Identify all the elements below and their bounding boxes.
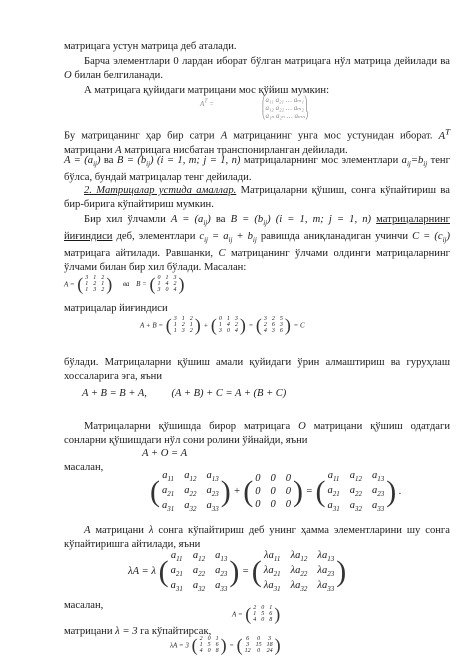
matrix-cell: 2 xyxy=(263,322,267,328)
example-zero-add: ( $a_{11}$ $a_{12}$ $a_{13}$ $a_{21}$ $a_{22}$ $a_{23}$ $a_{31}$ $a_{32}$ $a_{33}$ ) + ( 0 0 0 0 0 0 0 0 0 ) = ( $a_{11}$ $a_{12}$ $a_{13}$ $a_{21}$ $a_{22}$ $a_{23}$ $a_{31}$ $a_{32}$ $a_{33}$ ) . xyxy=(150,470,402,514)
matrix-cell: $a_{13}$ xyxy=(371,470,385,484)
matrix-zero: ( 0 0 0 0 0 0 0 0 0 ) xyxy=(243,473,303,511)
matrix-cell: $\lambda a_{23}$ xyxy=(317,565,335,579)
symbol-A-2: A xyxy=(115,144,122,156)
matrix-cell: 0 xyxy=(257,636,261,642)
symbol-O: O xyxy=(64,70,72,81)
matrix-cell: 0 xyxy=(285,473,291,485)
text-transposed-2: матрицага нисбатан транспонирланган дейилади. xyxy=(124,144,348,156)
matrix-cell: $a_{23}$ xyxy=(371,485,385,499)
matrix-cell: 3 xyxy=(157,287,161,293)
matrix-exL3: ( 6 0 3 3 15 18 12 0 24 ) xyxy=(236,635,281,655)
matrix-cell: $a_{32}$ xyxy=(349,500,362,514)
matrix-lambda-a: ( $\lambda a_{11}$ $\lambda a_{12}$ $\lambda a_{13}$ $\lambda a_{21}$ $\lambda a_{22}$ $\lambda a_{23}$ $\lambda a_{31}$ $\lambda a_{32}$ $\lambda a_{33}$ ) xyxy=(251,550,347,594)
matrix-cell: 5 xyxy=(207,642,211,648)
matrix-sum-A: ( 3 1 2 1 2 1 1 3 2 ) xyxy=(165,315,201,335)
matrix-cell: $a_{22}$ xyxy=(184,485,197,499)
text-zero-add-2: матрицани қўшиш одатдаги сонларни қўшишдаги нўл сони ролини ўйнайди, яъни xyxy=(64,421,450,446)
matrix-cell: 1 xyxy=(199,642,203,648)
matrix-cell: $a_{11}$ xyxy=(170,550,183,564)
matrix-cell: $a_{13}$ xyxy=(206,470,219,484)
matrix-cell: 0 xyxy=(165,287,169,293)
label-sum-C: = C xyxy=(293,321,305,330)
text-same-size: Бир хил ўлчамли xyxy=(84,214,166,225)
matrix-cell: 1 xyxy=(253,611,257,617)
matrix-cell: 2 xyxy=(189,328,193,334)
prop-commutative: A + B = B + A, xyxy=(82,388,147,399)
matrix-cell: $a_{33}$ xyxy=(206,500,219,514)
text-operations: Матрицаларни қўшиш, сонга кўпайтириш ва бир-бирига кўпайтириш мумкин. xyxy=(64,185,450,210)
matrix-cell: 3 xyxy=(173,316,177,322)
example-L3: λA = 3 ( 2 0 1 1 5 6 4 0 8 ) = ( 6 0 3 3 15 18 12 0 24 ) xyxy=(170,635,281,655)
matrix-cell: $a_{23}$ xyxy=(215,565,228,579)
label-lambda-A: λA = λ xyxy=(128,566,156,578)
matrix-cell: 0 xyxy=(285,486,291,498)
matrix-cell: 4 xyxy=(263,328,267,334)
matrix-cell: 0 xyxy=(207,636,211,642)
matrix-cell: 2 xyxy=(181,322,185,328)
symbol-O-2: O xyxy=(298,421,306,432)
formula-B-bij: $B = (b_{ij})$ xyxy=(116,155,154,169)
matrix-cell: 12 xyxy=(244,648,251,654)
matrix-cell: 3 xyxy=(85,275,89,281)
matrix-cell: 5 xyxy=(279,316,283,322)
matrix-cell: 1 xyxy=(85,281,89,287)
matrix-cell: 0 xyxy=(270,499,276,511)
matrix-cell: 2 xyxy=(234,322,238,328)
matrix-cell: 3 xyxy=(173,275,177,281)
text-zero-add: Матрицаларни қўшишда бирор матрицага xyxy=(84,421,291,432)
matrix-cell: 3 xyxy=(181,328,185,334)
matrix-cell: 1 xyxy=(85,287,89,293)
matrix-cell: 1 xyxy=(215,636,219,642)
paragraph-properties: бўлади. Матрицаларни қўшиш амали қуйидаги ўрин алмаштириш ва гуруҳлаш хоссаларига эга, яъни xyxy=(64,357,450,382)
matrix-cell: 3 xyxy=(218,328,222,334)
matrix-cell: 1 xyxy=(101,281,105,287)
matrix-cell: 3 xyxy=(263,316,267,322)
matrix-cell: 4 xyxy=(165,281,169,287)
paragraph-zero-matrix xyxy=(64,55,450,83)
formula-cij: $c_{ij} = a_{ij} + b_{ij}$ xyxy=(199,231,257,245)
matrix-cell: $\lambda a_{11}$ xyxy=(264,550,281,564)
matrix-cell: $a_{33}$ xyxy=(215,580,228,594)
paragraph-sum-def xyxy=(64,213,450,275)
matrix-cell: $a_{31}$ xyxy=(327,500,340,514)
matrix-cell: $\lambda a_{13}$ xyxy=(317,550,335,564)
label-B: B = xyxy=(136,280,147,289)
matrix-cell: $a_{23}$ xyxy=(206,485,219,499)
matrix-cell: 4 xyxy=(226,322,230,328)
matrix-cell: 15 xyxy=(255,642,262,648)
paragraph-zero-add xyxy=(64,420,450,448)
matrix-cell: 0 xyxy=(270,486,276,498)
matrix-cell: $\lambda a_{22}$ xyxy=(290,565,308,579)
prop-associative: (A + B) + C = A + (B + C) xyxy=(171,388,287,399)
text-row: Бу матрицанинг ҳар бир сатри xyxy=(64,130,215,142)
matrix-cell: $a_{21}$ xyxy=(162,485,175,499)
matrix-a-3: ( $a_{11}$ $a_{12}$ $a_{13}$ $a_{21}$ $a_{22}$ $a_{23}$ $a_{31}$ $a_{32}$ $a_{33}$ ) xyxy=(158,550,240,594)
matrix-cell: 3 xyxy=(234,316,238,322)
matrix-cell: $a_{21}$ xyxy=(327,485,340,499)
text-and: ва xyxy=(103,155,114,166)
matrix-cell: 0 xyxy=(255,473,261,485)
symbol-A: A xyxy=(220,130,228,142)
matrix-cell: 8 xyxy=(269,617,273,623)
matrix-cell: $a_{22}$ xyxy=(192,565,206,579)
matrix-cell: 3 xyxy=(271,328,275,334)
text-elements: деб, элементлари xyxy=(116,231,196,243)
matrix-cell: 2 xyxy=(173,281,177,287)
matrix-cell: $a_{12}$ xyxy=(192,550,206,564)
matrix-cell: 0 xyxy=(261,605,265,611)
matrix-cell: 0 xyxy=(207,648,211,654)
transpose-matrix-faint: ⎛a₁₁ a₂₁ … aₘ₁⎞ ⎜a₁₂ a₂₂ … aₘ₂⎟ ⎝a₁ₙ a₂ₙ … aₘₙ⎠ xyxy=(262,96,309,120)
matrix-sum-result: ( 3 2 5 2 6 3 4 3 6 ) xyxy=(255,315,291,335)
formula-A-def: $A = (a_{ij})$ xyxy=(170,214,211,228)
matrix-cell: 0 xyxy=(257,648,261,654)
paragraph-example-1: масалан, xyxy=(64,462,104,473)
matrix-cell: 4 xyxy=(173,287,177,293)
matrix-cell: 24 xyxy=(266,648,273,654)
matrix-cell: 3 xyxy=(246,642,250,648)
matrix-cell: 18 xyxy=(266,642,273,648)
matrix-cell: $a_{13}$ xyxy=(215,550,228,564)
matrix-cell: 1 xyxy=(157,281,161,287)
matrix-cell: 4 xyxy=(199,648,203,654)
symbol-C: C xyxy=(218,248,226,260)
example-sum: A + B = ( 3 1 2 1 2 1 1 3 2 ) + ( 0 1 3 1 4 2 3 0 4 ) = ( 3 2 5 2 6 3 4 3 6 ) = C xyxy=(140,315,305,335)
matrix-cell: 1 xyxy=(218,322,222,328)
matrix-cell: 3 xyxy=(93,287,97,293)
formula-aij-bij: $a_{ij}=b_{ij}$ xyxy=(401,155,428,169)
matrix-cell: 0 xyxy=(270,473,276,485)
matrix-cell: 0 xyxy=(285,499,291,511)
matrix-cell: 1 xyxy=(173,328,177,334)
matrix-cell: 5 xyxy=(261,611,265,617)
formula-C-def: $C = (c_{ij})$ xyxy=(412,231,450,245)
matrix-cell: $\lambda a_{32}$ xyxy=(290,580,308,594)
matrix-cell: 4 xyxy=(234,328,238,334)
text-multiply-2: га кўпайтирсак, xyxy=(140,626,212,637)
matrix-cell: 1 xyxy=(226,316,230,322)
matrix-cell: $\lambda a_{31}$ xyxy=(263,580,281,594)
matrix-cell: $a_{32}$ xyxy=(184,500,197,514)
matrix-cell: $\lambda a_{33}$ xyxy=(317,580,335,594)
matrix-cell: $a_{33}$ xyxy=(371,500,385,514)
formula-properties xyxy=(82,388,286,399)
matrix-cell: $\lambda a_{12}$ xyxy=(290,550,308,564)
matrix-cell: 0 xyxy=(218,316,222,322)
matrix-exL-2: ( 2 0 1 1 5 6 4 0 8 ) xyxy=(191,635,227,655)
formula-B-def: $B = (b_{ij})$ xyxy=(230,214,271,228)
text-multiply-1: матрицани xyxy=(64,626,113,637)
matrix-cell: $\lambda a_{21}$ xyxy=(263,565,281,579)
matrix-cell: 0 xyxy=(157,275,161,281)
text-row-end: матрицанинг унга мос устунидан иборат. xyxy=(233,130,433,142)
paragraph-correspond: А матрицага қуйидаги матрицани мос қўйиш мумкин: xyxy=(84,85,330,96)
matrix-cell: 1 xyxy=(173,322,177,328)
label-A: A = xyxy=(64,280,75,289)
text-matrices-sum: матрицаларнинг xyxy=(376,214,451,225)
matrix-cell: 2 xyxy=(189,316,193,322)
matrix-exA: ( 3 1 2 1 2 1 1 3 2 ) xyxy=(77,274,113,294)
matrix-cell: $a_{12}$ xyxy=(349,470,362,484)
formula-lambda-A: λA = λ ( $a_{11}$ $a_{12}$ $a_{13}$ $a_{21}$ $a_{22}$ $a_{23}$ $a_{31}$ $a_{32}$ $a_{33}$ ) = ( $\lambda a_{11}$ $\lambda a_{12}$ $\lambda a_{13}$ $\lambda a_{21}$ $\lambda a_{22}$ $\lambda a_{23}$ $\lambda a_{31}$ $\lambda a_{32}$ $\lambda a_{33}$ ) xyxy=(128,550,347,594)
matrix-exB: ( 0 1 3 1 4 2 3 0 4 ) xyxy=(149,274,185,294)
matrix-exL: ( 2 0 1 1 5 6 4 0 8 ) xyxy=(245,604,281,624)
text-defined: равишда аниқланадиган учинчи xyxy=(260,231,409,243)
matrix-cell: 1 xyxy=(189,322,193,328)
symbol-A-3: A xyxy=(84,525,91,536)
text-scalar-2: сонга кўпайтириш деб унинг ҳамма элементларини шу сонга кўпайтиришга айтилади, яъни xyxy=(64,525,450,550)
text-equal-2: тенг бўлса, бундай матрицалар тенг дейилади. xyxy=(64,155,450,184)
matrix-cell: $a_{21}$ xyxy=(170,565,183,579)
matrix-cell: $a_{11}$ xyxy=(162,470,174,484)
symbol-AT: $A^T$ xyxy=(438,126,451,142)
label-lambda-A-3: λA = 3 xyxy=(170,641,189,650)
matrix-cell: 2 xyxy=(271,316,275,322)
text-obvious: матрицага айтилади. Равшанки, xyxy=(64,248,214,260)
example-L xyxy=(232,605,280,623)
matrix-cell: 6 xyxy=(271,322,275,328)
paragraph-equal xyxy=(64,154,450,185)
symbol-lambda: λ xyxy=(148,525,154,536)
matrix-cell: 2 xyxy=(199,636,203,642)
transpose-formula xyxy=(200,98,214,109)
matrix-cell: $a_{22}$ xyxy=(349,485,362,499)
matrix-cell: $a_{31}$ xyxy=(162,500,175,514)
matrix-cell: 0 xyxy=(226,328,230,334)
text-zero-matrix: Барча элементлари 0 лардан иборат бўлган матрицага нўл матрица дейилади ва xyxy=(84,56,450,67)
paragraph-sum-label: матрицалар йиғиндиси xyxy=(64,303,168,314)
text-and-2: ва xyxy=(215,214,226,225)
transpose-lhs: $A^T$ = xyxy=(200,98,215,108)
matrix-cell: 1 xyxy=(269,605,273,611)
paragraph-operations xyxy=(64,184,450,212)
matrix-cell: 6 xyxy=(246,636,250,642)
paragraph-example-2: масалан, xyxy=(64,600,104,611)
matrix-cell: 6 xyxy=(215,642,219,648)
text-transposed-1: матрицани xyxy=(64,144,113,156)
label-A-ex: A = xyxy=(232,610,243,619)
matrix-cell: 2 xyxy=(253,605,257,611)
matrix-cell: 1 xyxy=(181,316,185,322)
paragraph-row-column xyxy=(64,124,450,158)
formula-zero-prop: A + O = A xyxy=(142,448,188,459)
matrix-cell: 0 xyxy=(255,499,261,511)
matrix-cell: 2 xyxy=(101,275,105,281)
matrix-cell: 0 xyxy=(255,486,261,498)
matrix-cell: 4 xyxy=(253,617,257,623)
paragraph-scalar xyxy=(64,524,450,552)
matrix-cell: $a_{32}$ xyxy=(192,580,206,594)
matrix-cell: $a_{12}$ xyxy=(184,470,197,484)
paragraph-column-matrix: матрицага устун матрица деб аталади. xyxy=(64,41,237,52)
matrix-a-2: ( $a_{11}$ $a_{12}$ $a_{13}$ $a_{21}$ $a_{22}$ $a_{23}$ $a_{31}$ $a_{32}$ $a_{33}$ ) xyxy=(315,470,397,514)
text-and-3: ва xyxy=(122,280,130,289)
matrix-cell: $a_{11}$ xyxy=(327,470,340,484)
example-AB xyxy=(64,275,185,293)
matrix-cell: 6 xyxy=(269,611,273,617)
matrix-cell: 3 xyxy=(268,636,272,642)
text-same-dim: матрицанинг ўлчами олдинги матрицаларнинг ўлчами билан бир хил бўлади. Масалан: xyxy=(64,248,450,274)
heading-operations: 2. Матрицалар устида амаллар. xyxy=(84,185,237,196)
matrix-sum-B: ( 0 1 3 1 4 2 3 0 4 ) xyxy=(210,315,246,335)
formula-A-aij: $A = (a_{ij})$ xyxy=(64,155,101,169)
matrix-cell: $a_{31}$ xyxy=(170,580,183,594)
formula-lambda-3: λ = 3 xyxy=(115,626,138,637)
matrix-cell: 1 xyxy=(165,275,169,281)
text-zero-matrix-end: билан белгиланади. xyxy=(74,70,163,81)
label-sum: A + B = xyxy=(140,321,164,330)
matrix-cell: 2 xyxy=(93,281,97,287)
text-equal-1: матрицаларнинг мос элементлари xyxy=(243,155,399,166)
formula-range-2: (i = 1, m; j = 1, n) xyxy=(275,214,372,225)
matrix-cell: 8 xyxy=(215,648,219,654)
matrix-cell: 1 xyxy=(93,275,97,281)
text-sum-word: йиғиндиси xyxy=(64,231,113,243)
formula-range: (i = 1, m; j = 1, n) xyxy=(156,155,241,166)
matrix-cell: 6 xyxy=(279,328,283,334)
matrix-cell: 3 xyxy=(279,322,283,328)
matrix-cell: 0 xyxy=(261,617,265,623)
text-scalar-1: матрицани xyxy=(95,525,144,536)
matrix-cell: 2 xyxy=(101,287,105,293)
matrix-a-1: ( $a_{11}$ $a_{12}$ $a_{13}$ $a_{21}$ $a_{22}$ $a_{23}$ $a_{31}$ $a_{32}$ $a_{33}$ ) xyxy=(150,470,231,514)
